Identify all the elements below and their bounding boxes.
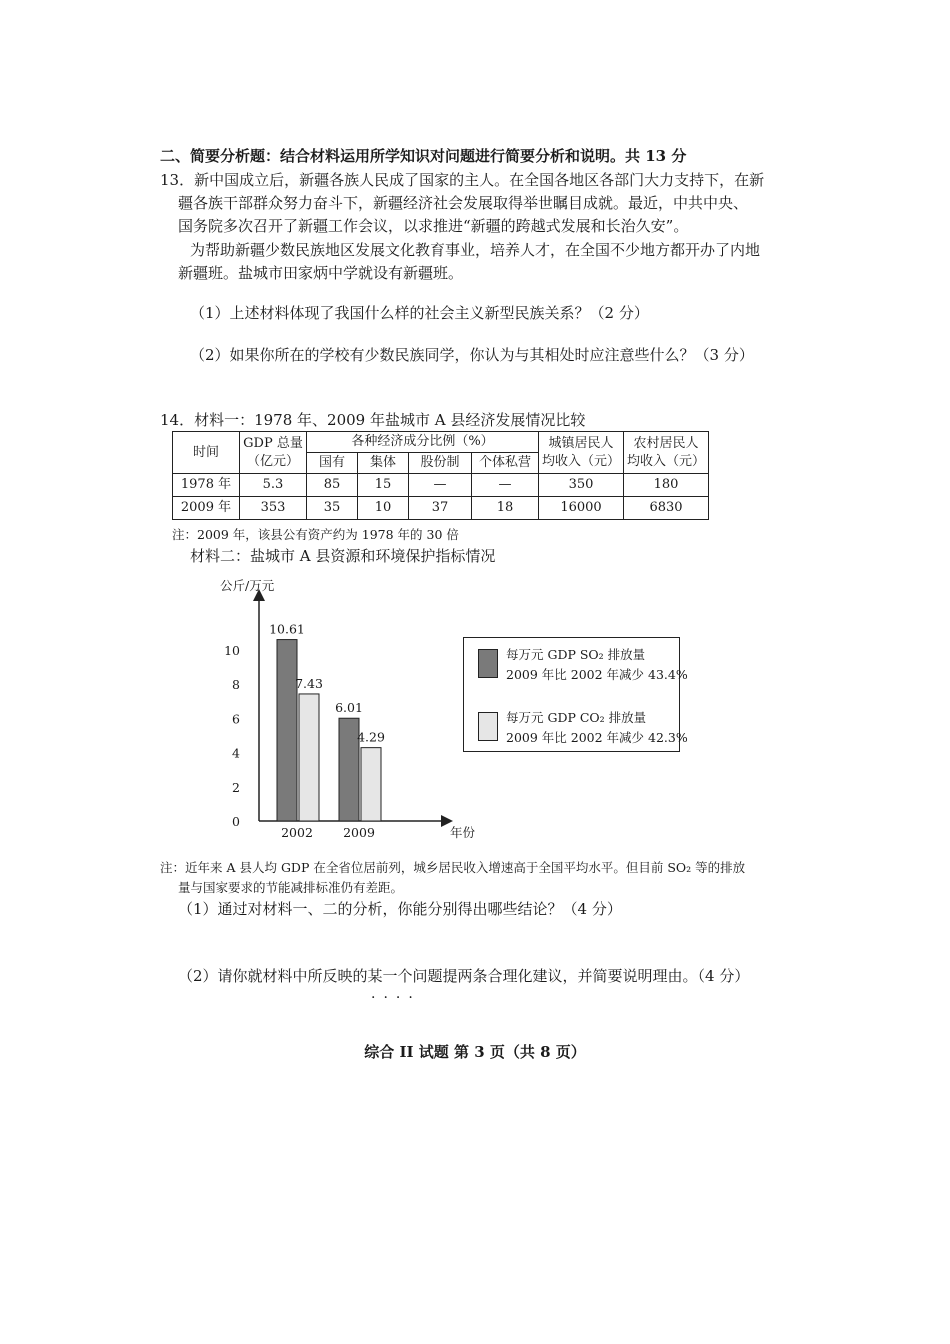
q13-line-1: 13．新中国成立后，新疆各族人民成了国家的主人。在全国各地区各部门大力支持下，在新 [160, 171, 765, 189]
table-cell: 350 [539, 474, 624, 497]
y-tick-label: 8 [232, 677, 240, 693]
so2-legend-title: 每万元 GDP SO₂ 排放量 [506, 647, 646, 662]
table-cell: 1978 年 [173, 474, 240, 497]
table-cell: 85 [307, 474, 358, 497]
rural-header-line2: 均收入（元） [626, 453, 705, 469]
co2-legend-change: 2009 年比 2002 年减少 42.3% [506, 730, 688, 745]
bar-value-label: 7.43 [295, 675, 323, 691]
y-tick-label: 2 [232, 779, 240, 795]
q14-subquestion-2: （2）请你就材料中所反映的某一个问题提两条合理化建议，并简要说明理由。（4 分） [178, 967, 750, 985]
table-cell: 10 [358, 497, 409, 520]
category-labels [281, 825, 375, 840]
table-header-state: 国有 [307, 453, 358, 474]
table-header-shareholding: 股份制 [409, 453, 472, 474]
rural-header-line1: 农村居民人 [633, 435, 699, 451]
bar-value-label: 10.61 [269, 621, 305, 637]
table-cell: 6830 [624, 497, 709, 520]
q14-material1-title: 14．材料一：1978 年、2009 年盐城市 A 县经济发展情况比较 [160, 411, 586, 429]
q13-line-5: 新疆班。盐城市田家炳中学就设有新疆班。 [178, 264, 464, 282]
so2-legend-swatch [478, 649, 498, 678]
chart-legend [463, 637, 688, 752]
table-cell: 35 [307, 497, 358, 520]
bar-2002-so2 [277, 640, 297, 821]
y-axis-label: 公斤/万元 [220, 578, 275, 593]
table-cell: 353 [240, 497, 307, 520]
table-header-urban [539, 432, 624, 474]
table-cell: 2009 年 [173, 497, 240, 520]
table-header-rural [624, 432, 709, 474]
y-tick-label: 4 [232, 745, 240, 761]
q13-subquestion-2: （2）如果你所在的学校有少数民族同学，你认为与其相处时应注意些什么？（3 分） [190, 346, 754, 364]
bar-2002-co2 [299, 694, 319, 821]
gdp-header-line2: （亿元） [246, 453, 299, 469]
chart-note-line-2: 量与国家要求的节能减排标准仍有差距。 [178, 880, 404, 895]
table-cell: 37 [409, 497, 472, 520]
y-tick-label: 0 [232, 814, 240, 829]
bar-2009-so2 [339, 718, 359, 821]
emissions-bar-chart [200, 570, 500, 850]
category-label: 2002 [281, 825, 313, 840]
bar-value-label: 6.01 [335, 700, 363, 716]
q13-line-3: 国务院多次召开了新疆工作会议，以求推进“新疆的跨越式发展和长治久安”。 [178, 217, 689, 235]
economy-table [172, 431, 709, 520]
emphasis-dots: ···· [371, 990, 421, 1006]
co2-legend-swatch [478, 712, 498, 741]
urban-header-line2: 均收入（元） [541, 453, 620, 469]
category-label: 2009 [343, 825, 375, 840]
table-cell: 5.3 [240, 474, 307, 497]
table-header-gdp [240, 432, 307, 474]
so2-legend-change: 2009 年比 2002 年减少 43.4% [506, 667, 688, 682]
table-header-components: 各种经济成分比例（%） [307, 432, 539, 453]
q13-subquestion-1: （1）上述材料体现了我国什么样的社会主义新型民族关系？（2 分） [190, 304, 649, 322]
y-tick-label: 10 [224, 643, 240, 658]
table-cell: 16000 [539, 497, 624, 520]
y-tick-labels [224, 643, 240, 829]
table-cell: 180 [624, 474, 709, 497]
q14-subquestion-1: （1）通过对材料一、二的分析，你能分别得出哪些结论？（4 分） [178, 900, 622, 918]
table-cell: — [409, 474, 472, 497]
x-axis-label: 年份 [450, 825, 476, 840]
table-header-time: 时间 [173, 432, 240, 474]
q14-material2-title: 材料二：盐城市 A 县资源和环境保护指标情况 [190, 547, 496, 565]
y-tick-label: 6 [232, 711, 240, 727]
table-row [173, 474, 709, 497]
table-row [173, 497, 709, 520]
gdp-header-line1: GDP 总量 [243, 435, 303, 451]
chart-note-line-1: 注：近年来 A 县人均 GDP 在全省位居前列，城乡居民收入增速高于全国平均水平。但目前 SO₂ 等的排放 [160, 860, 746, 875]
table-header-private: 个体私营 [472, 453, 539, 474]
bar-value-label: 4.29 [357, 729, 385, 745]
table-cell: 18 [472, 497, 539, 520]
co2-legend-title: 每万元 GDP CO₂ 排放量 [506, 710, 647, 725]
q13-line-4: 为帮助新疆少数民族地区发展文化教育事业，培养人才，在全国不少地方都开办了内地 [190, 241, 761, 259]
table-cell: 15 [358, 474, 409, 497]
table-note: 注：2009 年，该县公有资产约为 1978 年的 30 倍 [172, 527, 459, 542]
urban-header-line1: 城镇居民人 [548, 435, 614, 451]
page-footer: 综合 II 试题 第 3 页（共 8 页） [364, 1043, 586, 1061]
section-heading: 二、简要分析题：结合材料运用所学知识对问题进行简要分析和说明。共 13 分 [160, 147, 687, 165]
bar-2009-co2 [361, 748, 381, 821]
table-header-collective: 集体 [358, 453, 409, 474]
table-cell: — [472, 474, 539, 497]
q13-line-2: 疆各族干部群众努力奋斗下，新疆经济社会发展取得举世瞩目成就。最近，中共中央、 [178, 194, 749, 212]
